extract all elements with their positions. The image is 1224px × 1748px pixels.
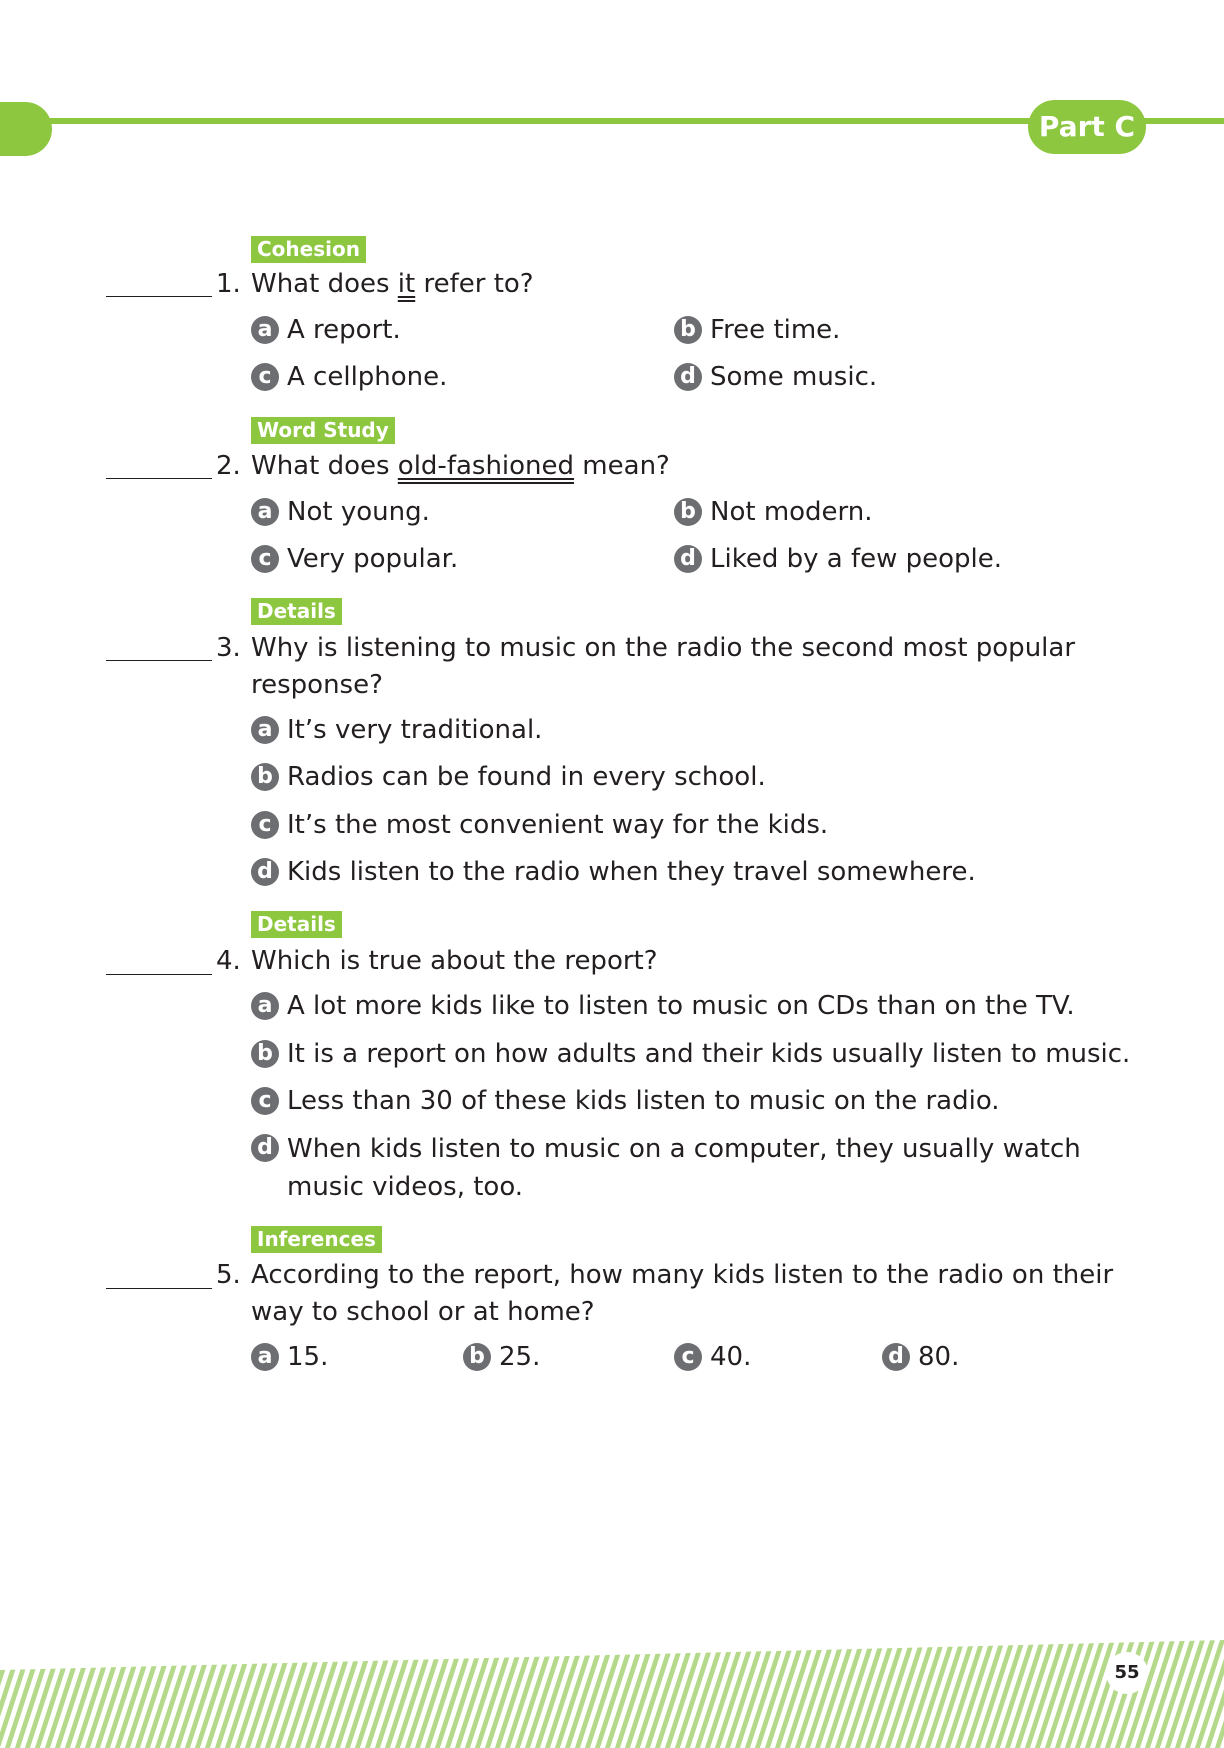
option-letter-icon: a — [251, 498, 279, 526]
option-3a[interactable] — [251, 712, 542, 748]
option-2b[interactable] — [674, 494, 873, 530]
option-letter-icon: d — [882, 1343, 910, 1371]
section-tag-word-study: Word Study — [251, 417, 395, 444]
option-letter-icon: a — [251, 316, 279, 344]
option-2c[interactable] — [251, 541, 458, 577]
option-text: It is a report on how adults and their kids usually listen to music. — [287, 1039, 1131, 1069]
option-text: 40. — [710, 1342, 752, 1372]
option-letter-icon: c — [251, 811, 279, 839]
question-number-1: 1. — [216, 269, 241, 299]
question-keyword: old-fashioned — [397, 451, 575, 481]
option-letter-icon: b — [251, 763, 279, 791]
option-letter-icon: a — [251, 992, 279, 1020]
page-number: 55 — [1106, 1652, 1148, 1694]
option-1d[interactable] — [674, 359, 877, 395]
option-letter-icon: b — [463, 1343, 491, 1371]
option-5d[interactable] — [882, 1339, 959, 1375]
option-5c[interactable] — [674, 1339, 751, 1375]
option-letter-icon: a — [251, 716, 279, 744]
section-tag-details: Details — [251, 911, 342, 938]
option-letter-icon: d — [251, 1134, 279, 1162]
option-letter-icon: d — [251, 858, 279, 886]
option-2a[interactable] — [251, 494, 430, 530]
question-number-2: 2. — [216, 451, 241, 481]
section-tag-inferences: Inferences — [251, 1226, 382, 1253]
option-5a[interactable] — [251, 1339, 328, 1375]
option-2d[interactable] — [674, 541, 1002, 577]
option-text: Liked by a few people. — [710, 544, 1003, 574]
option-4c[interactable] — [251, 1083, 1000, 1119]
option-3d[interactable] — [251, 854, 976, 890]
answer-blank-3[interactable] — [106, 660, 212, 661]
option-text: A report. — [287, 315, 401, 345]
question-number-3: 3. — [216, 633, 241, 663]
option-text: It’s very traditional. — [287, 715, 543, 745]
question-keyword: it — [397, 269, 416, 299]
option-4b[interactable] — [251, 1036, 1130, 1072]
answer-blank-2[interactable] — [106, 478, 212, 479]
question-text-part: What does — [251, 451, 398, 481]
question-number-4: 4. — [216, 946, 241, 976]
option-text: A cellphone. — [287, 362, 448, 392]
option-text: Free time. — [710, 315, 841, 345]
answer-blank-4[interactable] — [106, 974, 212, 975]
question-text-1 — [251, 266, 534, 302]
option-letter-icon: b — [251, 1040, 279, 1068]
question-text-5: According to the report, how many kids listen to the radio on their way to school or at home? — [251, 1260, 1114, 1327]
option-text: Very popular. — [287, 544, 459, 574]
option-text: Not modern. — [710, 497, 873, 527]
option-text: 80. — [918, 1342, 960, 1372]
option-4a[interactable] — [251, 988, 1075, 1024]
option-letter-icon: a — [251, 1343, 279, 1371]
option-text: Radios can be found in every school. — [287, 762, 766, 792]
question-text-3: Why is listening to music on the radio the second most popular response? — [251, 633, 1076, 700]
answer-blank-1[interactable] — [106, 296, 212, 297]
option-1a[interactable] — [251, 312, 401, 348]
option-1c[interactable] — [251, 359, 447, 395]
question-text-part: What does — [251, 269, 398, 299]
option-letter-icon: c — [251, 1087, 279, 1115]
option-3c[interactable] — [251, 807, 828, 843]
question-text-4: Which is true about the report? — [251, 946, 658, 976]
header-left-tab — [0, 102, 52, 156]
option-text: 25. — [499, 1342, 541, 1372]
section-tag-details: Details — [251, 598, 342, 625]
option-text: It’s the most convenient way for the kids. — [287, 810, 829, 840]
option-text: Some music. — [710, 362, 878, 392]
option-1b[interactable] — [674, 312, 840, 348]
answer-blank-5[interactable] — [106, 1288, 212, 1289]
option-letter-icon: b — [674, 498, 702, 526]
question-text-2 — [251, 448, 670, 484]
question-text-part: refer to? — [415, 269, 534, 299]
option-5b[interactable] — [463, 1339, 540, 1375]
footer-stripe-band — [0, 1640, 1224, 1748]
question-number-5: 5. — [216, 1260, 241, 1290]
option-text: 15. — [287, 1342, 329, 1372]
option-letter-icon: c — [674, 1343, 702, 1371]
option-text: Not young. — [287, 497, 430, 527]
option-text: Kids listen to the radio when they travel somewhere. — [287, 857, 976, 887]
option-letter-icon: c — [251, 545, 279, 573]
option-letter-icon: b — [674, 316, 702, 344]
option-letter-icon: d — [674, 363, 702, 391]
option-text: When kids listen to music on a computer, they usually watch music videos, too. — [287, 1134, 1081, 1202]
option-4d[interactable] — [251, 1130, 1081, 1206]
option-3b[interactable] — [251, 759, 766, 795]
question-text-part: mean? — [574, 451, 670, 481]
option-letter-icon: d — [674, 545, 702, 573]
option-text: Less than 30 of these kids listen to music on the radio. — [287, 1086, 1000, 1116]
option-letter-icon: c — [251, 363, 279, 391]
option-text: A lot more kids like to listen to music on CDs than on the TV. — [287, 991, 1075, 1021]
part-badge: Part C — [1028, 100, 1146, 154]
section-tag-cohesion: Cohesion — [251, 236, 366, 263]
